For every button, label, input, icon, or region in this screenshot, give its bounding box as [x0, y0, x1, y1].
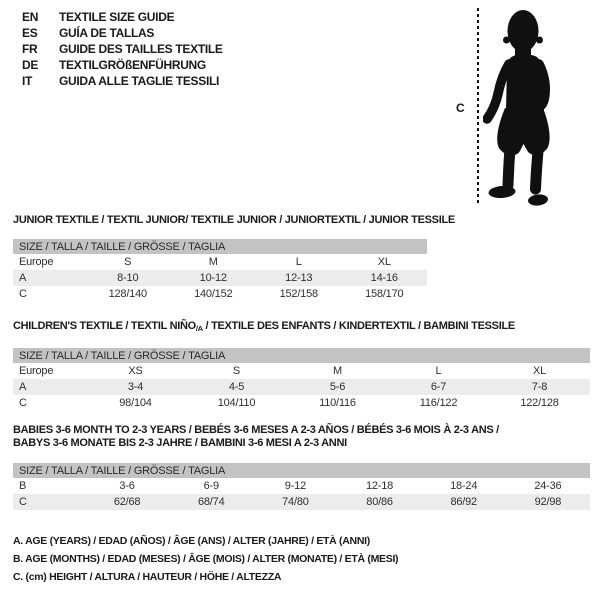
language-code: IT	[22, 74, 33, 88]
language-code: EN	[22, 10, 39, 24]
row-label: Europe	[19, 365, 54, 377]
language-title: TEXTILGRÖßENFÜHRUNG	[59, 58, 206, 72]
row-label: C	[13, 494, 85, 510]
row-label: C	[19, 288, 27, 300]
babies-title-line1: BABIES 3-6 MONTH TO 2-3 YEARS / BEBÉS 3-6 MESES A 2-3 AÑOS / BÉBÉS 3-6 MOIS À 2-3 ANS /	[13, 424, 499, 436]
table-cell: 128/140	[108, 288, 147, 300]
children-title-main: CHILDREN'S TEXTILE / TEXTIL NIÑO	[13, 320, 196, 332]
language-title: TEXTILE SIZE GUIDE	[59, 10, 175, 24]
table-row-age	[13, 379, 590, 395]
table-header-row	[13, 348, 590, 363]
children-section-title	[13, 321, 590, 332]
table-cell: 68/74	[169, 494, 253, 510]
junior-section-title: JUNIOR TEXTILE / TEXTIL JUNIOR/ TEXTILE JUNIOR / JUNIORTEXTIL / JUNIOR TESSILE	[13, 214, 455, 226]
size-header-cell: SIZE / TALLA / TAILLE / GRÖSSE / TAGLIA	[13, 463, 590, 478]
table-cell: M	[333, 365, 342, 377]
table-cell: 9-12	[284, 480, 306, 492]
row-label: Europe	[19, 256, 54, 268]
table-row-europe	[13, 254, 427, 270]
table-cell: 3-4	[85, 379, 186, 395]
size-header-cell: SIZE / TALLA / TAILLE / GRÖSSE / TAGLIA	[13, 239, 427, 254]
children-size-table	[13, 348, 590, 411]
language-title: GUIDE DES TAILLES TEXTILE	[59, 42, 223, 56]
table-cell: 62/68	[85, 494, 169, 510]
table-header-row	[13, 463, 590, 478]
table-cell: 12-13	[256, 270, 342, 286]
table-row-europe	[13, 363, 590, 379]
height-measure-label: C	[456, 101, 465, 115]
row-label: B	[19, 480, 27, 492]
language-row-en	[22, 9, 223, 25]
table-cell: 116/122	[419, 397, 458, 409]
row-label: C	[19, 397, 27, 409]
babies-section-title	[13, 424, 590, 450]
language-row-it	[22, 73, 223, 89]
table-cell: 80/86	[337, 494, 421, 510]
language-code: DE	[22, 58, 39, 72]
junior-size-table	[13, 239, 427, 302]
table-header-row	[13, 239, 427, 254]
children-title-rest: / TEXTILE DES ENFANTS / KINDERTEXTIL / BAMBINI TESSILE	[202, 320, 515, 332]
section-children-textile	[13, 321, 590, 411]
size-header-cell: SIZE / TALLA / TAILLE / GRÖSSE / TAGLIA	[13, 348, 590, 363]
table-cell: S	[232, 365, 241, 377]
table-cell: 6-9	[203, 480, 219, 492]
table-cell: 110/116	[319, 397, 356, 409]
language-row-fr	[22, 41, 223, 57]
language-title-list	[22, 9, 223, 89]
table-cell: 8-10	[85, 270, 171, 286]
row-label: A	[13, 379, 85, 395]
section-junior-textile	[13, 214, 455, 302]
table-cell: 140/152	[194, 288, 233, 300]
table-cell: XL	[377, 256, 391, 268]
height-figure	[450, 0, 600, 215]
note-height-cm: C. (cm) HEIGHT / ALTURA / HAUTEUR / HÖHE / ALTEZZA	[13, 571, 282, 583]
table-row-months	[13, 478, 590, 494]
table-cell: 12-18	[365, 480, 394, 492]
table-row-height	[13, 494, 590, 510]
baby-silhouette	[483, 4, 575, 210]
table-cell: 4-5	[186, 379, 287, 395]
section-babies-textile	[13, 424, 590, 510]
table-cell: 86/92	[422, 494, 506, 510]
table-cell: 74/80	[253, 494, 337, 510]
table-cell: 104/110	[217, 397, 256, 409]
language-code: FR	[22, 42, 38, 56]
table-cell: 3-6	[119, 480, 135, 492]
language-title: GUÍA DE TALLAS	[59, 26, 155, 40]
table-cell: 92/98	[506, 494, 590, 510]
table-cell: 18-24	[450, 480, 478, 492]
table-row-height	[13, 286, 427, 302]
language-row-de	[22, 57, 223, 73]
table-row-height	[13, 395, 590, 411]
table-cell: 10-12	[171, 270, 257, 286]
table-cell: 158/170	[365, 288, 404, 300]
row-label: A	[13, 270, 85, 286]
table-cell: 122/128	[520, 397, 559, 409]
table-cell: 14-16	[342, 270, 428, 286]
table-cell: 6-7	[388, 379, 489, 395]
table-cell: XS	[128, 365, 143, 377]
height-measure-dotted-line	[477, 8, 479, 205]
table-cell: XL	[532, 365, 547, 377]
table-row-age	[13, 270, 427, 286]
table-cell: 5-6	[287, 379, 388, 395]
table-cell: 98/104	[119, 397, 152, 409]
table-cell: S	[124, 256, 132, 268]
table-cell: 7-8	[489, 379, 590, 395]
legend-notes	[13, 532, 398, 586]
table-cell: L	[295, 256, 302, 268]
table-cell: 152/158	[279, 288, 318, 300]
children-title-subscript: /A	[195, 324, 203, 333]
language-code: ES	[22, 26, 38, 40]
language-row-es	[22, 25, 223, 41]
note-age-years: A. AGE (YEARS) / EDAD (AÑOS) / ÂGE (ANS) / ALTER (JAHRE) / ETÀ (ANNI)	[13, 535, 370, 547]
table-cell: L	[435, 365, 442, 377]
babies-size-table	[13, 463, 590, 510]
table-cell: 24-36	[534, 480, 562, 492]
note-age-months: B. AGE (MONTHS) / EDAD (MESES) / ÂGE (MOIS) / ALTER (MONATE) / ETÀ (MESI)	[13, 553, 399, 565]
table-cell: M	[208, 256, 218, 268]
babies-title-line2: BABYS 3-6 MONATE BIS 2-3 JAHRE / BAMBINI 3-6 MESI A 2-3 ANNI	[13, 437, 347, 449]
language-title: GUIDA ALLE TAGLIE TESSILI	[59, 74, 220, 88]
